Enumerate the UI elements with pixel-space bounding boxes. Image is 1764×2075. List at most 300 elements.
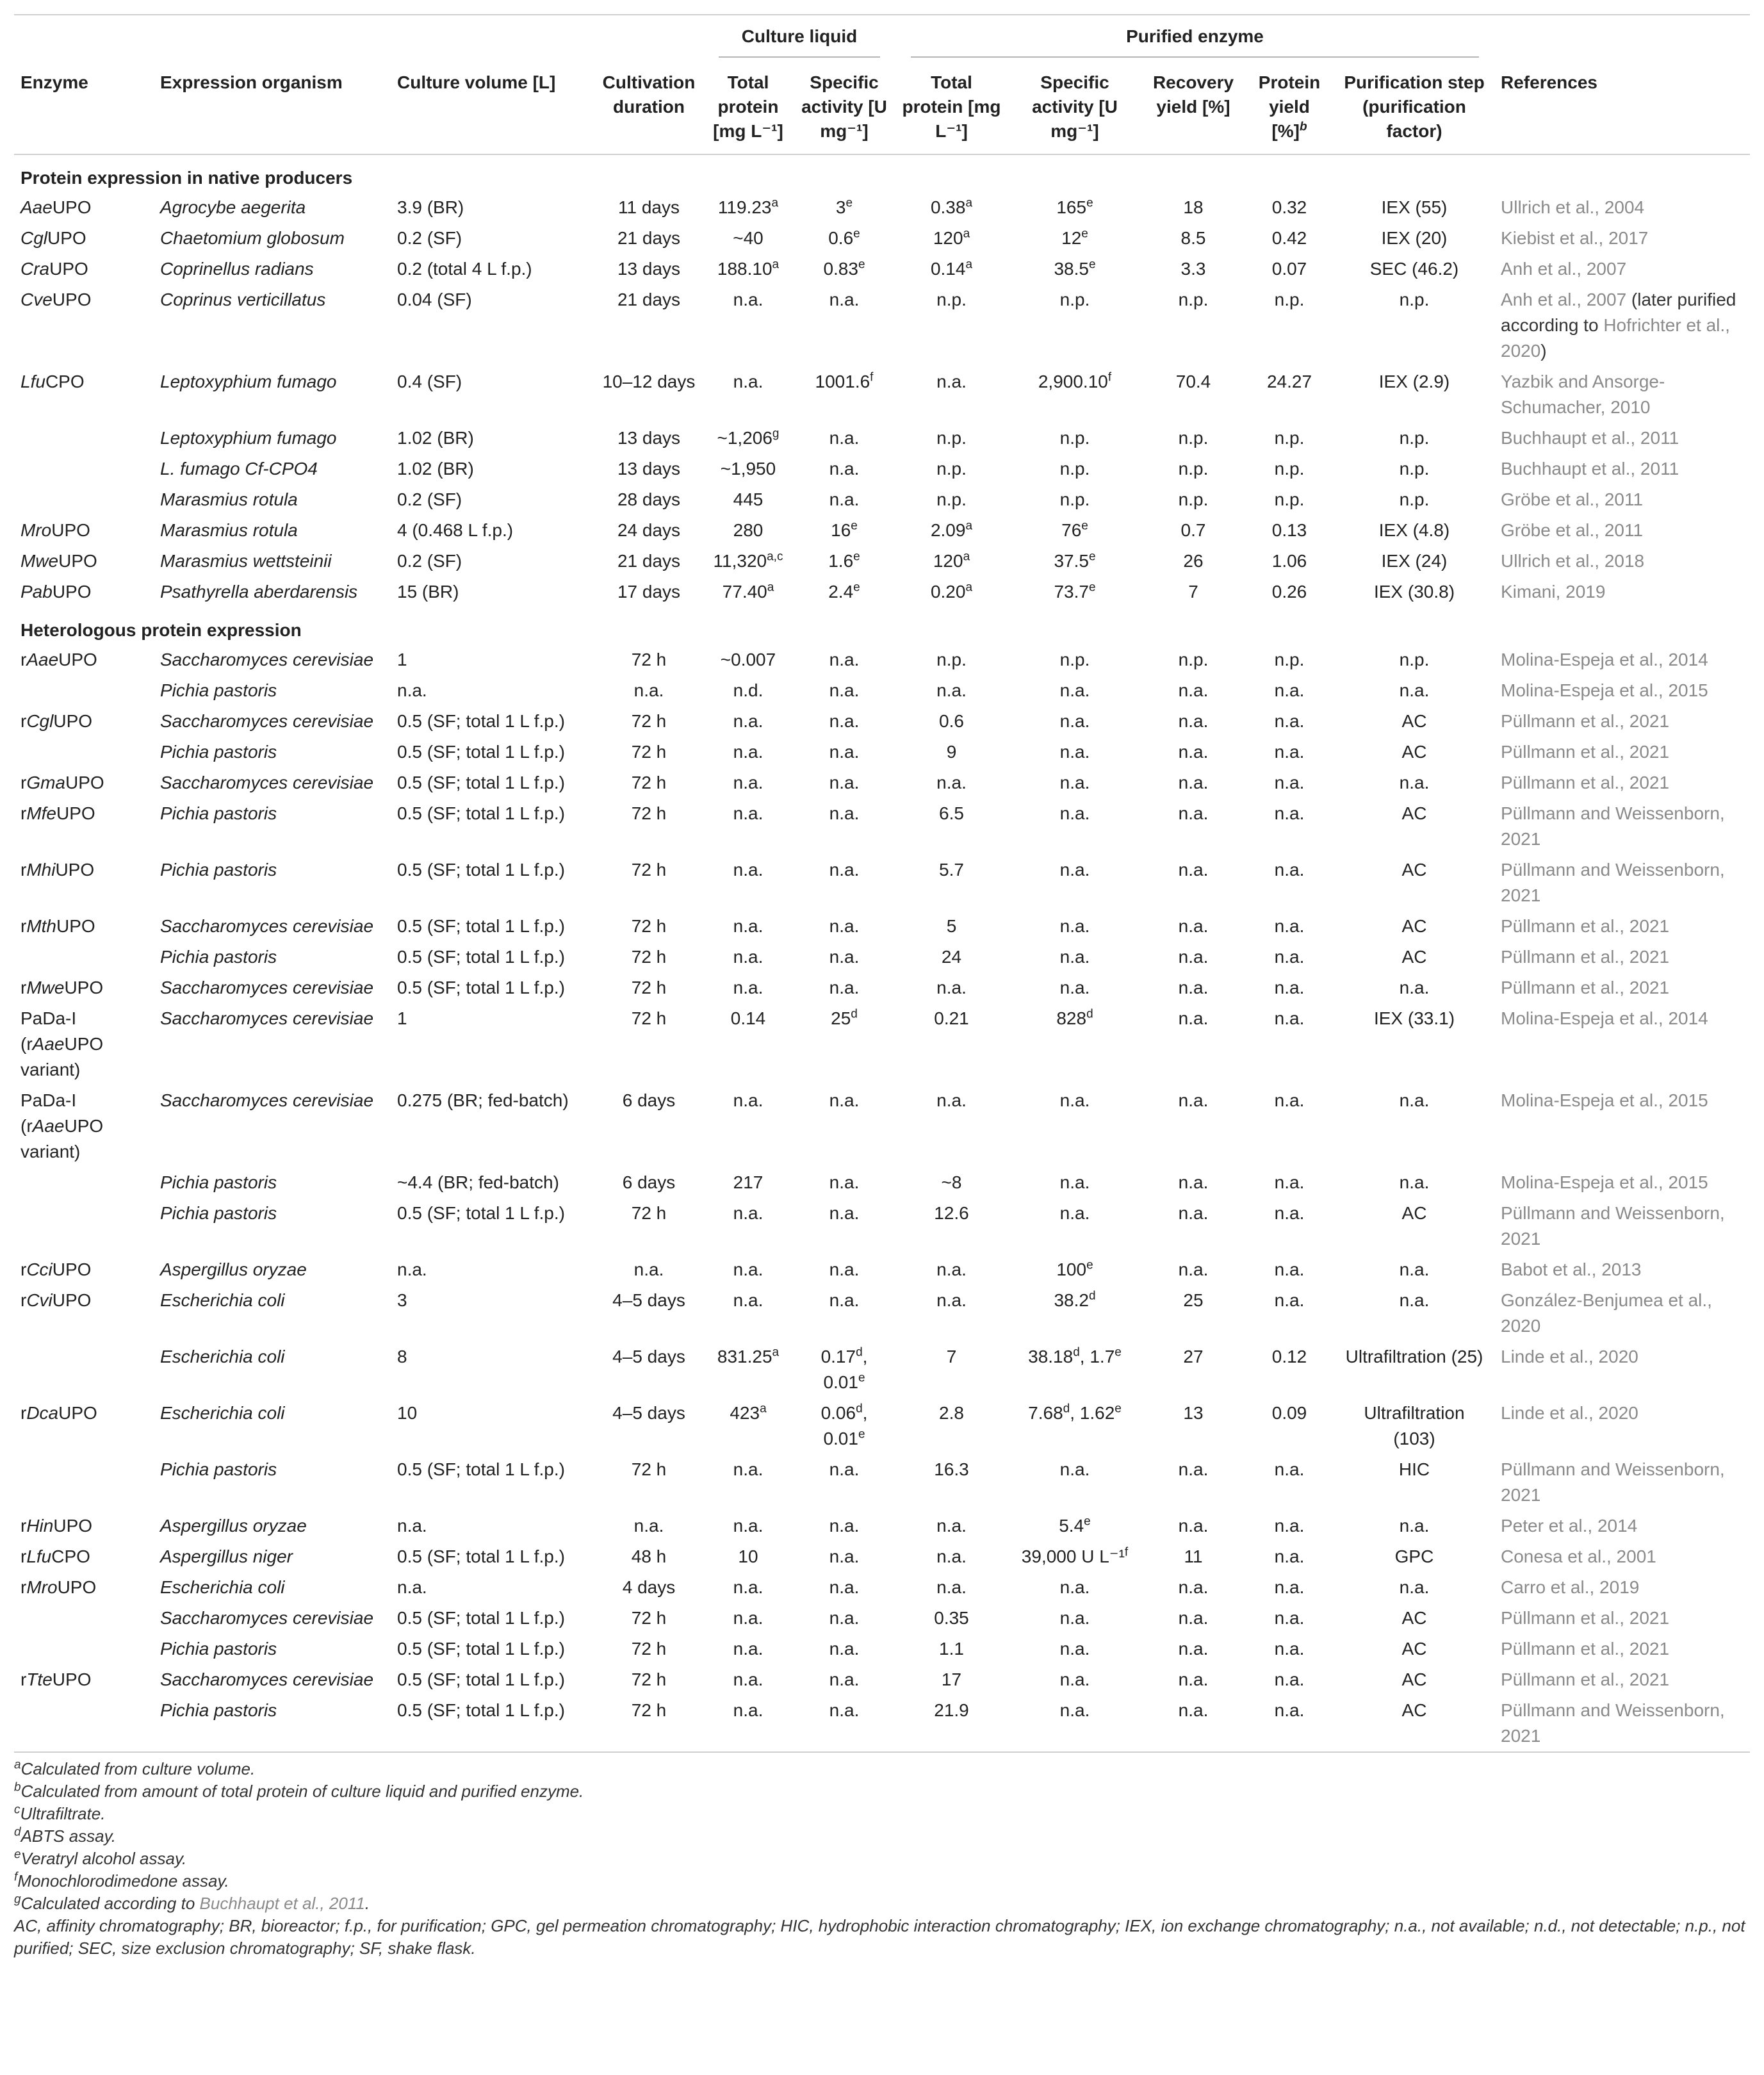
cell-pe-specific-activity <box>1008 1003 1142 1085</box>
header-purification-step: Purification step (purification factor) <box>1334 60 1494 154</box>
cell-cl-specific-activity-value: n.a. <box>829 489 860 509</box>
reference-link[interactable]: Conesa et al., 2001 <box>1501 1546 1656 1566</box>
cell-enzyme <box>14 798 154 855</box>
cell-duration: 4–5 days <box>612 1290 685 1310</box>
cell-cl-specific-activity-value: n.a. <box>829 711 860 731</box>
cell-pe-total-protein <box>895 1198 1008 1254</box>
cell-cl-total-protein-value: n.a. <box>733 372 764 391</box>
cell-cl-total-protein <box>703 911 793 942</box>
cell-pe-specific-activity <box>1008 706 1142 737</box>
reference-link[interactable]: Püllmann et al., 2021 <box>1501 978 1670 997</box>
cell-purification-step: SEC (46.2) <box>1369 259 1459 279</box>
cell-protein-yield: n.a. <box>1274 680 1305 700</box>
cell-purification-step: HIC <box>1398 1459 1430 1479</box>
cell-pe-specific-activity <box>1008 1634 1142 1664</box>
cell-cl-total-protein <box>703 1254 793 1285</box>
organism-name: Saccharomyces cerevisiae <box>160 1008 374 1028</box>
cell-pe-specific-activity <box>1008 546 1142 577</box>
reference-link[interactable]: Yazbik and Ansorge-Schumacher, 2010 <box>1501 372 1665 417</box>
reference-link[interactable]: Gröbe et al., 2011 <box>1501 520 1644 540</box>
cell-volume: 0.2 (SF) <box>397 489 462 509</box>
cell-recovery-yield: 7 <box>1188 582 1198 602</box>
cell-pe-total-protein-value: n.a. <box>936 1090 967 1110</box>
cell-protein-yield: n.a. <box>1274 1700 1305 1720</box>
organism-name: Pichia pastoris <box>160 1203 277 1223</box>
cell-cl-total-protein <box>703 972 793 1003</box>
cell-purification-step: IEX (4.8) <box>1378 520 1450 540</box>
cell-cl-total-protein <box>703 1572 793 1603</box>
cell-pe-total-protein <box>895 366 1008 423</box>
organism-name: Pichia pastoris <box>160 947 277 967</box>
cell-duration: n.a. <box>633 1516 664 1536</box>
cell-recovery-yield: n.a. <box>1178 773 1209 792</box>
cell-cl-specific-activity-value: n.a. <box>829 742 860 762</box>
reference-link[interactable]: Molina-Espeja et al., 2015 <box>1501 1172 1708 1192</box>
cell-pe-specific-activity-note: e <box>1081 519 1088 533</box>
table-row <box>14 192 1750 223</box>
cell-purification-step: n.p. <box>1399 459 1430 479</box>
cell-pe-specific-activity <box>1008 675 1142 706</box>
cell-pe-total-protein-value: 120 <box>933 551 963 571</box>
cell-volume: 8 <box>397 1347 407 1366</box>
cell-cl-total-protein <box>703 546 793 577</box>
footnote-mark: e <box>14 1848 21 1862</box>
cell-duration: 24 days <box>617 520 681 540</box>
cell-pe-total-protein-value: n.a. <box>936 372 967 391</box>
cell-pe-specific-activity-value-2: 1.62 <box>1079 1403 1115 1423</box>
cell-reference <box>1494 1285 1750 1341</box>
cell-reference <box>1494 1695 1750 1752</box>
table-row <box>14 454 1750 484</box>
cell-volume: 0.275 (BR; fed-batch) <box>397 1090 569 1110</box>
cell-cl-specific-activity <box>793 223 895 254</box>
cell-pe-specific-activity-value: 2,900.10 <box>1038 372 1108 391</box>
reference-link[interactable]: Buchhaupt et al., 2011 <box>1501 459 1679 479</box>
cell-cl-total-protein <box>703 1454 793 1511</box>
column-header-row <box>14 60 1750 154</box>
cell-pe-specific-activity <box>1008 737 1142 767</box>
cell-pe-total-protein <box>895 1341 1008 1398</box>
cell-pe-specific-activity <box>1008 192 1142 223</box>
cell-cl-total-protein <box>703 254 793 284</box>
enzyme-name: PaDa-I (rAaeUPO variant) <box>20 1008 104 1079</box>
organism-name: Pichia pastoris <box>160 1639 277 1659</box>
cell-protein-yield: n.a. <box>1274 1203 1305 1223</box>
cell-volume: 0.5 (SF; total 1 L f.p.) <box>397 916 565 936</box>
cell-pe-specific-activity-value: n.p. <box>1059 290 1090 309</box>
cell-pe-specific-activity-value: n.a. <box>1059 978 1090 997</box>
cell-enzyme <box>14 1541 154 1572</box>
cell-enzyme <box>14 675 154 706</box>
cell-cl-total-protein-value: n.a. <box>733 1459 764 1479</box>
table-row <box>14 644 1750 675</box>
cell-protein-yield: n.a. <box>1274 1259 1305 1279</box>
cell-protein-yield: 1.06 <box>1271 551 1307 571</box>
reference-link[interactable]: Hofrichter et al., 2020 <box>1501 315 1730 361</box>
cell-volume: 1 <box>397 1008 407 1028</box>
reference-link[interactable]: Püllmann and Weissenborn, 2021 <box>1501 1459 1725 1505</box>
enzyme-name: CglUPO <box>20 228 86 248</box>
cell-pe-specific-activity-note: e <box>1088 550 1096 564</box>
header-protein-yield-sup: b <box>1299 120 1307 134</box>
cell-cl-total-protein <box>703 1285 793 1341</box>
cell-purification-step: n.a. <box>1399 1516 1430 1536</box>
footnote <box>14 1780 1750 1803</box>
cell-enzyme <box>14 223 154 254</box>
reference-link[interactable]: Ullrich et al., 2018 <box>1501 551 1645 571</box>
cell-duration: 72 h <box>631 742 667 762</box>
cell-pe-specific-activity <box>1008 366 1142 423</box>
cell-duration: 48 h <box>631 1546 667 1566</box>
header-enzyme: Enzyme <box>14 60 154 154</box>
cell-reference <box>1494 577 1750 607</box>
cell-pe-total-protein-value: 2.8 <box>939 1403 964 1423</box>
cell-cl-specific-activity <box>793 515 895 546</box>
cell-pe-total-protein-value: ~8 <box>941 1172 962 1192</box>
cell-reference <box>1494 1085 1750 1167</box>
cell-pe-total-protein-value: 24 <box>941 947 962 967</box>
cell-duration: 4 days <box>622 1577 676 1597</box>
cell-volume: 0.5 (SF; total 1 L f.p.) <box>397 1639 565 1659</box>
table-header <box>14 15 1750 154</box>
cell-purification-step: AC <box>1401 742 1427 762</box>
cell-purification-step: AC <box>1401 916 1427 936</box>
cell-cl-total-protein-value: n.a. <box>733 1608 764 1628</box>
cell-pe-total-protein-value: n.a. <box>936 680 967 700</box>
cell-pe-specific-activity-value: n.a. <box>1059 773 1090 792</box>
reference-link[interactable]: Püllmann and Weissenborn, 2021 <box>1501 1700 1725 1746</box>
cell-cl-total-protein-value: 119.23 <box>717 197 772 217</box>
cell-organism <box>154 767 391 798</box>
cell-volume: 0.5 (SF; total 1 L f.p.) <box>397 742 565 762</box>
cell-cl-total-protein <box>703 942 793 972</box>
cell-pe-specific-activity-note-2: e <box>1115 1402 1122 1416</box>
cell-pe-total-protein <box>895 942 1008 972</box>
reference-link[interactable]: Püllmann et al., 2021 <box>1501 1669 1670 1689</box>
reference-link[interactable]: Püllmann et al., 2021 <box>1501 916 1670 936</box>
reference-link[interactable]: Molina-Espeja et al., 2015 <box>1501 1090 1708 1110</box>
cell-enzyme <box>14 454 154 484</box>
cell-volume: ~4.4 (BR; fed-batch) <box>397 1172 559 1192</box>
cell-duration: 6 days <box>622 1172 676 1192</box>
cell-pe-total-protein <box>895 911 1008 942</box>
cell-enzyme <box>14 577 154 607</box>
cell-enzyme <box>14 1167 154 1198</box>
cell-pe-total-protein <box>895 1085 1008 1167</box>
reference-link[interactable]: Püllmann et al., 2021 <box>1501 1639 1670 1659</box>
cell-pe-specific-activity-value: 38.5 <box>1054 259 1089 279</box>
cell-protein-yield: n.a. <box>1274 1639 1305 1659</box>
table-row <box>14 1254 1750 1285</box>
cell-pe-total-protein <box>895 515 1008 546</box>
cell-cl-specific-activity <box>793 798 895 855</box>
cell-protein-yield: n.a. <box>1274 711 1305 731</box>
organism-name: Pichia pastoris <box>160 742 277 762</box>
cell-pe-total-protein <box>895 1572 1008 1603</box>
cell-duration: 21 days <box>617 228 681 248</box>
cell-purification-step: AC <box>1401 1669 1427 1689</box>
cell-cl-total-protein-value: ~40 <box>733 228 764 248</box>
cell-volume: 1.02 (BR) <box>397 428 474 448</box>
cell-organism <box>154 1003 391 1085</box>
cell-cl-total-protein-value: n.a. <box>733 1577 764 1597</box>
cell-cl-specific-activity-value: n.a. <box>829 860 860 880</box>
cell-reference <box>1494 1603 1750 1634</box>
cell-pe-specific-activity-value: n.a. <box>1059 1577 1090 1597</box>
cell-cl-specific-activity-value: n.a. <box>829 680 860 700</box>
cell-protein-yield: n.a. <box>1274 1090 1305 1110</box>
cell-cl-specific-activity <box>793 1454 895 1511</box>
cell-cl-specific-activity-value: 0.6 <box>828 228 854 248</box>
cell-enzyme <box>14 972 154 1003</box>
cell-pe-specific-activity <box>1008 1603 1142 1634</box>
cell-duration: 13 days <box>617 428 681 448</box>
cell-reference <box>1494 1541 1750 1572</box>
enzyme-name: rCviUPO <box>20 1290 92 1310</box>
organism-name: Leptoxyphium fumago <box>160 372 337 391</box>
cell-cl-specific-activity-value-2: 0.01 <box>823 1429 858 1448</box>
cell-pe-specific-activity-value-2: 1.7 <box>1090 1347 1115 1366</box>
cell-pe-total-protein <box>895 192 1008 223</box>
cell-pe-specific-activity-note: d <box>1088 1289 1096 1303</box>
reference-link[interactable]: Buchhaupt et al., 2011 <box>1501 428 1679 448</box>
cell-cl-total-protein-value: n.a. <box>733 1090 764 1110</box>
cell-protein-yield: n.a. <box>1274 916 1305 936</box>
cell-cl-total-protein-value: n.a. <box>733 1290 764 1310</box>
cell-volume: 0.2 (total 4 L f.p.) <box>397 259 532 279</box>
cell-pe-total-protein-value: 0.35 <box>934 1608 969 1628</box>
reference-link[interactable]: Molina-Espeja et al., 2014 <box>1501 1008 1708 1028</box>
reference-link[interactable]: Kimani, 2019 <box>1501 582 1606 602</box>
organism-name: Pichia pastoris <box>160 1700 277 1720</box>
organism-name: Leptoxyphium fumago <box>160 428 337 448</box>
table-row <box>14 1198 1750 1254</box>
cell-volume: 0.5 (SF; total 1 L f.p.) <box>397 711 565 731</box>
table-row <box>14 1167 1750 1198</box>
reference-link[interactable]: Anh et al., 2007 <box>1501 290 1627 309</box>
cell-purification-step: n.a. <box>1399 1290 1430 1310</box>
enzyme-name: rMfeUPO <box>20 803 95 823</box>
cell-recovery-yield: n.a. <box>1178 1577 1209 1597</box>
reference-link[interactable]: Püllmann et al., 2021 <box>1501 742 1670 762</box>
cell-protein-yield: n.a. <box>1274 1008 1305 1028</box>
reference-link[interactable]: Ullrich et al., 2004 <box>1501 197 1645 217</box>
cell-enzyme <box>14 423 154 454</box>
cell-volume: 0.5 (SF; total 1 L f.p.) <box>397 1608 565 1628</box>
cell-pe-specific-activity-value: 38.2 <box>1054 1290 1089 1310</box>
cell-organism <box>154 1572 391 1603</box>
cell-organism <box>154 737 391 767</box>
organism-name: Saccharomyces cerevisiae <box>160 916 374 936</box>
organism-name: Marasmius rotula <box>160 520 298 540</box>
cell-pe-total-protein-value: n.a. <box>936 773 967 792</box>
cell-organism <box>154 1085 391 1167</box>
cell-duration: 72 h <box>631 978 667 997</box>
cell-pe-specific-activity-note: e <box>1081 227 1088 241</box>
cell-protein-yield: n.a. <box>1274 1577 1305 1597</box>
enzyme-name: rLfuCPO <box>20 1546 90 1566</box>
table-row <box>14 972 1750 1003</box>
reference-link[interactable]: Carro et al., 2019 <box>1501 1577 1640 1597</box>
cell-pe-total-protein-value: 9 <box>946 742 957 762</box>
organism-name: Chaetomium globosum <box>160 228 345 248</box>
cell-volume: n.a. <box>397 1577 427 1597</box>
table-row <box>14 1541 1750 1572</box>
cell-cl-total-protein-value: ~1,206 <box>717 428 772 448</box>
cell-organism <box>154 1341 391 1398</box>
reference-link[interactable]: Anh et al., 2007 <box>1501 259 1627 279</box>
cell-protein-yield: 0.12 <box>1271 1347 1307 1366</box>
cell-duration: 72 h <box>631 1608 667 1628</box>
reference-link[interactable]: Püllmann and Weissenborn, 2021 <box>1501 860 1725 905</box>
reference-link[interactable]: Gröbe et al., 2011 <box>1501 489 1644 509</box>
cell-cl-specific-activity-value: n.a. <box>829 1290 860 1310</box>
group-culture-liquid: Culture liquid <box>703 15 895 60</box>
cell-enzyme <box>14 1341 154 1398</box>
cell-duration: 17 days <box>617 582 681 602</box>
cell-cl-specific-activity-note: f <box>870 370 874 384</box>
table-row <box>14 1454 1750 1511</box>
reference-link[interactable]: Püllmann et al., 2021 <box>1501 773 1670 792</box>
cell-pe-specific-activity-value: n.a. <box>1059 1608 1090 1628</box>
cell-pe-total-protein-value: n.a. <box>936 1546 967 1566</box>
cell-pe-total-protein-value: n.a. <box>936 1290 967 1310</box>
cell-pe-specific-activity <box>1008 855 1142 911</box>
cell-cl-specific-activity <box>793 1167 895 1198</box>
cell-cl-specific-activity-value: n.a. <box>829 290 860 309</box>
cell-reference <box>1494 423 1750 454</box>
cell-pe-total-protein <box>895 1285 1008 1341</box>
cell-recovery-yield: 3.3 <box>1180 259 1206 279</box>
cell-cl-specific-activity-value: n.a. <box>829 947 860 967</box>
cell-pe-specific-activity-note: f <box>1124 1545 1129 1559</box>
reference-link[interactable]: Püllmann et al., 2021 <box>1501 947 1670 967</box>
organism-name: Aspergillus niger <box>160 1546 293 1566</box>
reference-link[interactable]: Molina-Espeja et al., 2015 <box>1501 680 1708 700</box>
cell-pe-specific-activity <box>1008 577 1142 607</box>
cell-pe-total-protein-value: 0.38 <box>930 197 966 217</box>
cell-pe-total-protein <box>895 767 1008 798</box>
cell-enzyme <box>14 1198 154 1254</box>
cell-recovery-yield: 0.7 <box>1180 520 1206 540</box>
cell-pe-total-protein <box>895 454 1008 484</box>
cell-organism <box>154 1454 391 1511</box>
cell-duration: 72 h <box>631 711 667 731</box>
cell-pe-specific-activity-value: n.p. <box>1059 428 1090 448</box>
cell-cl-total-protein-value: 11,320 <box>713 551 767 571</box>
table-row <box>14 1511 1750 1541</box>
cell-pe-total-protein-value: 2.09 <box>930 520 966 540</box>
cell-cl-specific-activity-value: n.a. <box>829 773 860 792</box>
cell-organism <box>154 1511 391 1541</box>
cell-pe-specific-activity-value: 76 <box>1061 520 1082 540</box>
reference-link[interactable]: Püllmann et al., 2021 <box>1501 1608 1670 1628</box>
cell-reference <box>1494 1634 1750 1664</box>
cell-protein-yield: n.p. <box>1274 650 1305 669</box>
cell-cl-specific-activity-value: n.a. <box>829 428 860 448</box>
cell-cl-specific-activity-value: 25 <box>831 1008 851 1028</box>
organism-name: Saccharomyces cerevisiae <box>160 1669 374 1689</box>
cell-protein-yield: n.p. <box>1274 428 1305 448</box>
cell-cl-specific-activity <box>793 546 895 577</box>
cell-purification-step: n.a. <box>1399 1090 1430 1110</box>
enzyme-name: AaeUPO <box>20 197 92 217</box>
cell-organism <box>154 972 391 1003</box>
cell-pe-specific-activity-value: 100 <box>1056 1259 1087 1279</box>
reference-link[interactable]: Püllmann and Weissenborn, 2021 <box>1501 803 1725 849</box>
cell-pe-specific-activity-note: d <box>1063 1402 1070 1416</box>
reference-link[interactable]: Kiebist et al., 2017 <box>1501 228 1649 248</box>
reference-link[interactable]: Linde et al., 2020 <box>1501 1347 1638 1366</box>
table-row <box>14 284 1750 366</box>
cell-cl-specific-activity <box>793 366 895 423</box>
header-cl-specific-activity: Specific activity [U mg⁻¹] <box>793 60 895 154</box>
cell-purification-step: n.p. <box>1399 290 1430 309</box>
cell-purification-step: n.p. <box>1399 650 1430 669</box>
cell-cl-total-protein <box>703 1341 793 1398</box>
cell-pe-total-protein-value: 0.14 <box>930 259 966 279</box>
header-protein-yield-label: Protein yield [%] <box>1258 72 1321 141</box>
cell-duration: 72 h <box>631 803 667 823</box>
cell-cl-specific-activity <box>793 192 895 223</box>
cell-pe-specific-activity-value: 165 <box>1056 197 1087 217</box>
cell-cl-total-protein <box>703 1085 793 1167</box>
cell-organism <box>154 1198 391 1254</box>
cell-protein-yield: n.a. <box>1274 1172 1305 1192</box>
organism-name: Aspergillus oryzae <box>160 1259 307 1279</box>
table-row <box>14 546 1750 577</box>
cell-pe-specific-activity <box>1008 1511 1142 1541</box>
cell-reference <box>1494 192 1750 223</box>
enzyme-name: LfuCPO <box>20 372 85 391</box>
cell-reference <box>1494 911 1750 942</box>
reference-link[interactable]: Babot et al., 2013 <box>1501 1259 1642 1279</box>
reference-link[interactable]: Peter et al., 2014 <box>1501 1516 1638 1536</box>
cell-pe-specific-activity <box>1008 942 1142 972</box>
cell-enzyme <box>14 1285 154 1341</box>
reference-link[interactable]: Molina-Espeja et al., 2014 <box>1501 650 1708 669</box>
cell-cl-specific-activity-value: n.a. <box>829 1259 860 1279</box>
reference-link[interactable]: Püllmann and Weissenborn, 2021 <box>1501 1203 1725 1249</box>
cell-cl-specific-activity <box>793 1603 895 1634</box>
cell-cl-specific-activity <box>793 1664 895 1695</box>
cell-cl-specific-activity-value: n.a. <box>829 916 860 936</box>
cell-enzyme <box>14 1634 154 1664</box>
footnote-reference-link[interactable]: Buchhaupt et al., 2011 <box>199 1894 365 1913</box>
cell-pe-specific-activity: 38.18$^d$, 1.7e <box>1028 1345 1122 1366</box>
footnote-mark: a <box>14 1758 21 1772</box>
cell-reference <box>1494 1398 1750 1454</box>
cell-reference <box>1494 1664 1750 1695</box>
enzyme-name: rCciUPO <box>20 1259 92 1279</box>
cell-recovery-yield: n.p. <box>1178 459 1209 479</box>
cell-pe-specific-activity-value: 37.5 <box>1054 551 1089 571</box>
cell-purification-step: n.a. <box>1399 773 1430 792</box>
cell-pe-specific-activity-note: e <box>1084 1514 1091 1529</box>
organism-name: Agrocybe aegerita <box>160 197 306 217</box>
cell-cl-specific-activity-note-2: e <box>858 1371 865 1385</box>
cell-cl-specific-activity-value: n.a. <box>829 1459 860 1479</box>
reference-link[interactable]: Püllmann et al., 2021 <box>1501 711 1670 731</box>
cell-enzyme <box>14 644 154 675</box>
cell-recovery-yield: n.a. <box>1178 1203 1209 1223</box>
cell-cl-specific-activity: 0.06$^d$, 0.01e <box>821 1402 868 1448</box>
reference-link[interactable]: Linde et al., 2020 <box>1501 1403 1638 1423</box>
cell-purification-step: IEX (33.1) <box>1373 1008 1455 1028</box>
cell-cl-total-protein <box>703 1695 793 1752</box>
cell-cl-total-protein-value: 77.40 <box>722 582 767 602</box>
reference-link[interactable]: González-Benjumea et al., 2020 <box>1501 1290 1712 1336</box>
